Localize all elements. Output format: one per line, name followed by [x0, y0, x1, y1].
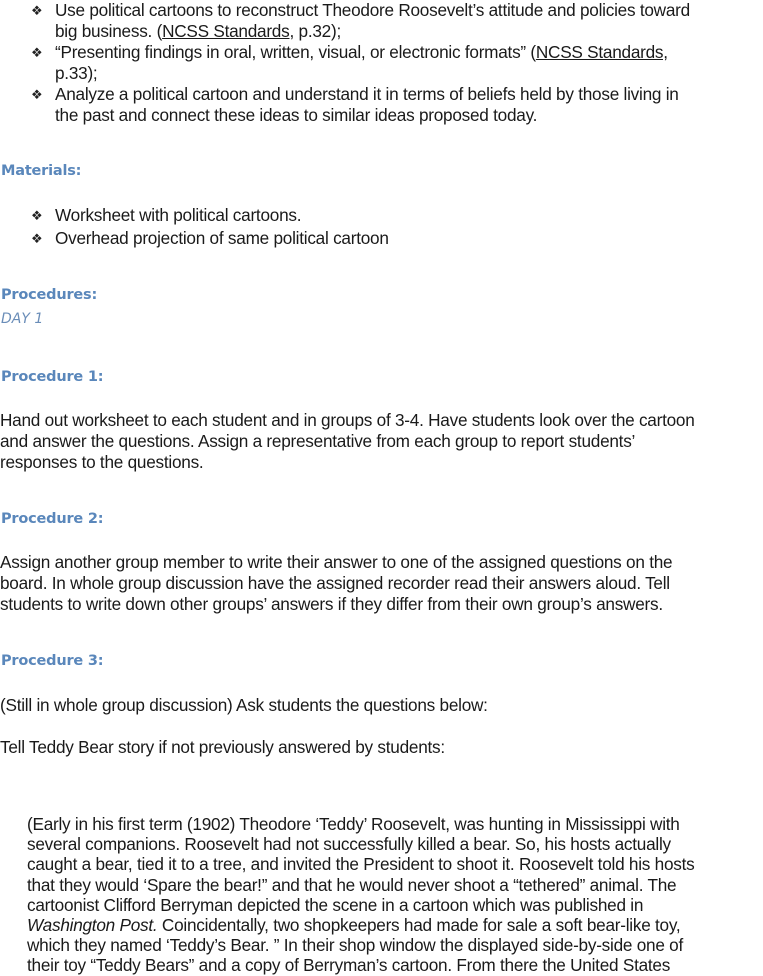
- text-line: Assign another group member to write their answer to one of the assigned questions on the: [0, 552, 673, 572]
- text-line: several companions. Roosevelt had not successfully killed a bear. So, his hosts actually: [27, 834, 671, 855]
- teddy-bear-story: [27, 814, 695, 976]
- bullet-icon: ❖: [31, 45, 43, 60]
- objective-item: [0, 42, 690, 84]
- text: , p.32);: [289, 21, 341, 41]
- objective-line: p.33);: [55, 63, 98, 83]
- text-line: board. In whole group discussion have the assigned recorder read their answers aloud. Tell: [0, 573, 670, 593]
- bullet-icon: ❖: [31, 231, 43, 246]
- procedure-1-text: [0, 410, 695, 473]
- text: big business. (: [55, 21, 163, 41]
- text-line: responses to the questions.: [0, 452, 204, 472]
- procedure-1-heading: Procedure 1:: [1, 369, 104, 385]
- text-line: and answer the questions. Assign a representative from each group to report students’: [0, 431, 636, 451]
- procedure-3-heading: Procedure 3:: [1, 653, 104, 669]
- bullet-icon: ❖: [31, 208, 43, 223]
- text: “Presenting findings in oral, written, visual, or electronic formats” (: [55, 42, 536, 62]
- text-line: their toy “Teddy Bears” and a copy of Berryman’s cartoon. From there the United States: [27, 955, 671, 976]
- text-line: caught a bear, tied it to a tree, and invited the President to shoot it. Roosevelt told his hosts: [27, 854, 695, 875]
- text: Coincidentally, two shopkeepers had made for sale a soft bear-like toy,: [157, 914, 681, 935]
- materials-list: [0, 205, 389, 249]
- teddy-bear-instruction: Tell Teddy Bear story if not previously answered by students:: [0, 737, 445, 757]
- washington-post-title: Washington Post.: [27, 914, 158, 935]
- objective-line: the past and connect these ideas to similar ideas proposed today.: [55, 105, 538, 125]
- objective-item: [0, 0, 690, 42]
- procedure-2-text: [0, 552, 672, 615]
- text-line: which they named ‘Teddy’s Bear. ” In their shop window the displayed side-by-side one of: [27, 935, 684, 956]
- material-item: [0, 205, 389, 228]
- text-line: Hand out worksheet to each student and in groups of 3-4. Have students look over the cartoon: [0, 410, 695, 430]
- objectives-list: [0, 0, 690, 126]
- text-line: students to write down other groups’ answers if they differ from their own group’s answers.: [0, 594, 663, 614]
- objective-line: [55, 21, 690, 42]
- objective-item: [0, 84, 690, 126]
- material-text: Overhead projection of same political cartoon: [55, 228, 389, 248]
- text-line: cartoonist Clifford Berryman depicted the scene in a cartoon which was published in: [27, 894, 644, 915]
- materials-heading: Materials:: [1, 163, 82, 179]
- objective-line: Use political cartoons to reconstruct Theodore Roosevelt’s attitude and policies toward: [55, 0, 690, 20]
- ncss-standards-citation: NCSS Standards: [162, 21, 290, 41]
- text-line: [27, 915, 695, 935]
- ncss-standards-citation: NCSS Standards,: [535, 42, 668, 62]
- bullet-icon: ❖: [31, 3, 43, 18]
- objective-line: [55, 42, 690, 63]
- objective-line: Analyze a political cartoon and understand it in terms of beliefs held by those living in: [55, 84, 679, 104]
- text-line: that they would ‘Spare the bear!” and that he would never shoot a “tethered” animal. The: [27, 874, 677, 895]
- procedure-3-text: (Still in whole group discussion) Ask students the questions below:: [0, 695, 488, 715]
- text-line: (Early in his first term (1902) Theodore ‘Teddy’ Roosevelt, was hunting in Mississippi with: [27, 814, 680, 834]
- procedures-heading: Procedures:: [1, 287, 98, 303]
- material-text: Worksheet with political cartoons.: [55, 205, 302, 225]
- material-item: [0, 228, 389, 249]
- bullet-icon: ❖: [31, 87, 43, 102]
- procedure-2-heading: Procedure 2:: [1, 511, 104, 527]
- day-label: DAY 1: [1, 311, 44, 327]
